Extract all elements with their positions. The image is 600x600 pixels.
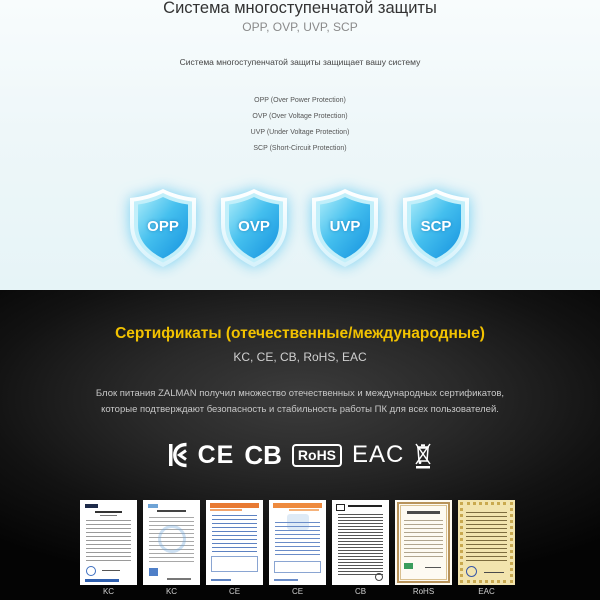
certificate-label: KC xyxy=(102,587,115,596)
certificates-description xyxy=(0,386,600,418)
shield-label: SCP xyxy=(420,218,452,235)
certificate-label: CE xyxy=(291,587,304,596)
protection-item-scp: SCP (Short-Circuit Protection) xyxy=(253,145,347,152)
protection-section xyxy=(0,0,600,290)
shield-label: OPP xyxy=(147,218,179,235)
certificate-signature xyxy=(484,572,504,573)
weee-bin-icon xyxy=(414,441,432,469)
certificate-seal xyxy=(375,573,383,581)
certificate-text-lines xyxy=(466,512,507,564)
certificate-table xyxy=(274,561,321,573)
certification-marks-row xyxy=(0,439,600,471)
certificate-heading xyxy=(157,510,186,512)
cb-mark-logo: CB xyxy=(244,440,282,470)
kc-mark-icon xyxy=(168,441,188,469)
certificate-label: CE xyxy=(228,587,241,596)
certificate-seal xyxy=(149,568,158,576)
certificate-documents-row xyxy=(80,500,515,597)
protection-item-uvp: UVP (Under Voltage Protection) xyxy=(250,129,350,136)
certificate-header-band xyxy=(210,503,259,508)
certificate-heading xyxy=(95,511,122,513)
shield-opp xyxy=(128,188,198,268)
certificate-heading xyxy=(100,515,117,516)
certificate-seal xyxy=(466,566,477,577)
certificate-label: EAC xyxy=(478,587,495,596)
ce-mark-logo: CE xyxy=(197,441,235,469)
protection-item-ovp: OVP (Over Voltage Protection) xyxy=(252,113,348,120)
shield-ovp xyxy=(219,188,289,268)
certificate-document-icon xyxy=(269,500,326,585)
certificate-header-band xyxy=(273,503,322,508)
certificate-document-icon xyxy=(80,500,137,585)
certificate-item xyxy=(395,500,452,597)
certificate-label: RoHS xyxy=(412,587,435,596)
protection-item-opp: OPP (Over Power Protection) xyxy=(254,97,346,104)
protection-description: Система многоступенчатой защиты защищает вашу систему xyxy=(179,57,421,67)
certificate-footer xyxy=(274,579,298,581)
certificate-footer xyxy=(167,578,191,580)
certificate-item xyxy=(269,500,326,597)
certificate-item xyxy=(80,500,137,597)
protection-subtitle: OPP, OVP, UVP, SCP xyxy=(242,20,358,34)
certificates-description-line: Блок питания ZALMAN получил множество отечественных и международных сертификатов, xyxy=(95,388,505,399)
certificate-logo xyxy=(148,504,158,508)
certificates-subtitle: KC, CE, CB, RoHS, EAC xyxy=(233,350,367,364)
certificate-text-lines xyxy=(404,520,443,558)
certificate-heading xyxy=(348,505,382,507)
certificates-section xyxy=(0,290,600,600)
shield-uvp xyxy=(310,188,380,268)
certificate-label: CB xyxy=(354,587,367,596)
certificate-document-icon xyxy=(206,500,263,585)
certificates-title: Сертификаты (отечественные/международные) xyxy=(115,325,485,342)
certificates-description-line: которые подтверждают безопасность и стабильность работы ПК для всех пользователей. xyxy=(101,404,499,415)
certificate-text-lines xyxy=(212,515,257,553)
certificate-item xyxy=(332,500,389,597)
shield-label: OVP xyxy=(238,218,270,235)
certificate-text-lines xyxy=(338,514,383,576)
certificate-logo xyxy=(336,504,345,511)
shield-label: UVP xyxy=(329,218,361,235)
certificate-logo xyxy=(85,504,98,508)
protection-list xyxy=(0,93,600,157)
certificate-document-icon xyxy=(332,500,389,585)
rohs-mark-logo: RoHS xyxy=(292,444,342,467)
certificate-heading xyxy=(289,509,319,511)
certificate-text-lines xyxy=(86,520,131,562)
certificate-heading xyxy=(210,509,242,511)
certificate-watermark xyxy=(158,525,186,553)
certificate-seal xyxy=(86,566,96,576)
eac-mark-logo: EAC xyxy=(352,441,405,468)
certificate-table xyxy=(211,556,258,572)
certificate-heading xyxy=(407,511,440,514)
certificate-item xyxy=(458,500,515,597)
certificate-document-icon xyxy=(143,500,200,585)
certificate-label: KC xyxy=(165,587,178,596)
certificate-document-icon xyxy=(458,500,515,585)
certificate-signature xyxy=(102,570,120,571)
certificate-item xyxy=(206,500,263,597)
certificate-signature xyxy=(425,567,441,568)
certificate-text-lines xyxy=(275,522,320,558)
certificate-item xyxy=(143,500,200,597)
certificate-footer xyxy=(211,579,231,581)
shield-scp xyxy=(401,188,471,268)
certificate-document-icon xyxy=(395,500,452,585)
certificate-emblem xyxy=(404,563,413,569)
certificate-footer xyxy=(85,579,119,582)
protection-title: Система многоступенчатой защиты xyxy=(163,0,437,17)
shield-row xyxy=(128,188,471,268)
